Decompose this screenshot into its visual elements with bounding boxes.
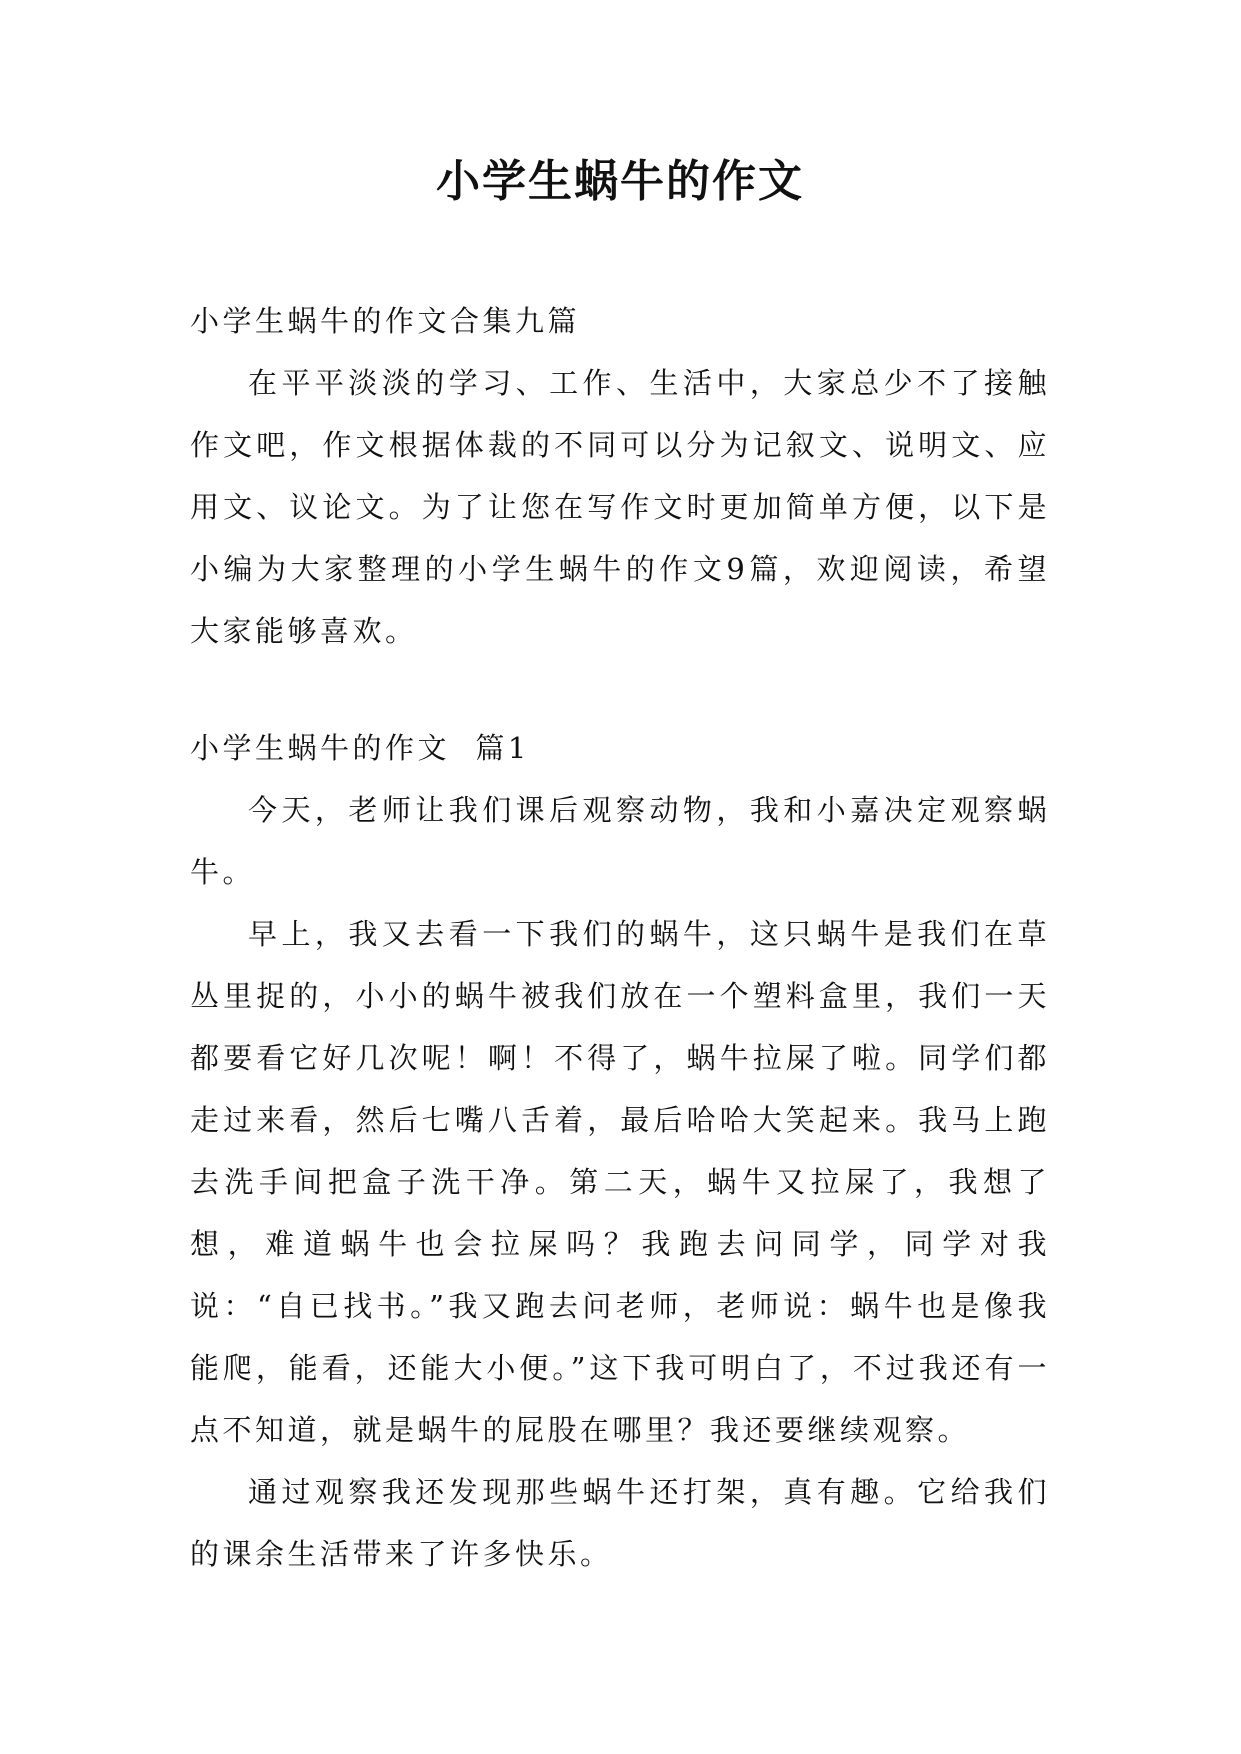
document-title: 小学生蜗牛的作文 xyxy=(436,156,804,207)
section-paragraph: 通过观察我还发现那些蜗牛还打架，真有趣。它给我们的课余生活带来了许多快乐。 xyxy=(190,1475,1050,1571)
collection-subtitle: 小学生蜗牛的作文合集九篇 xyxy=(190,304,581,338)
section-paragraph: 今天，老师让我们课后观察动物，我和小嘉决定观察蜗牛。 xyxy=(190,793,1050,889)
intro-paragraph: 在平平淡淡的学习、工作、生活中，大家总少不了接触作文吧，作文根据体裁的不同可以分为记叙文、说明文、应用文、议论文。为了让您在写作文时更加简单方便，以下是小编为大家整理的小学生蜗牛的作文9篇，欢迎阅读，希望大家能够喜欢。 xyxy=(190,366,1050,648)
document-body xyxy=(190,290,1050,1585)
section-paragraph: 早上，我又去看一下我们的蜗牛，这只蜗牛是我们在草丛里捉的，小小的蜗牛被我们放在一个塑料盒里，我们一天都要看它好几次呢！啊！不得了，蜗牛拉屎了啦。同学们都走过来看，然后七嘴八舌着，最后哈哈大笑起来。我马上跑去洗手间把盒子洗干净。第二天，蜗牛又拉屎了，我想了想，难道蜗牛也会拉屎吗？我跑去问同学，同学对我说：“自已找书。”我又跑去问老师，老师说：蜗牛也是像我能爬，能看，还能大小便。”这下我可明白了，不过我还有一点不知道，就是蜗牛的屁股在哪里？我还要继续观察。 xyxy=(190,917,1050,1447)
section-heading: 小学生蜗牛的作文 篇1 xyxy=(190,731,530,765)
section-gap xyxy=(190,662,1050,717)
